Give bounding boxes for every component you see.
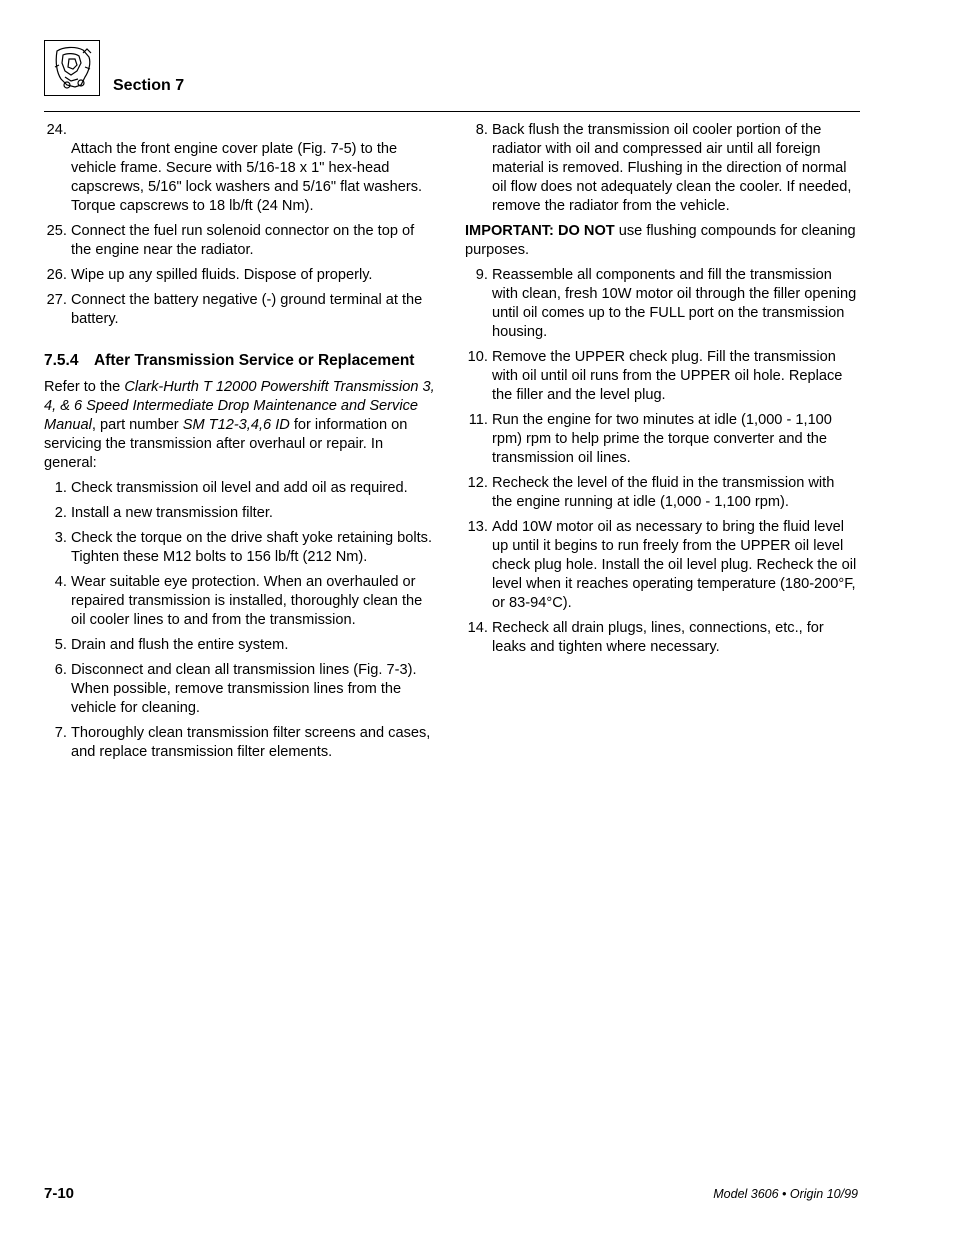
- company-logo: [44, 40, 100, 96]
- step-text: Back flush the transmission oil cooler portion of the radiator with oil and compressed air until all foreign material is removed. Flushing in the direction of normal oil flow does not adequately clean the cooler. If needed, remove the radiator from the vehicle.: [492, 122, 852, 214]
- step-text: Remove the UPPER check plug. Fill the transmission with oil until oil runs from the UPPER oil hole. Replace the filler and the level plug.: [492, 349, 843, 403]
- step-number: 2.: [54, 505, 67, 521]
- step-text: Connect the battery negative (-) ground terminal at the battery.: [71, 292, 423, 327]
- step-number: 14.: [467, 620, 488, 636]
- step-number: 6.: [54, 662, 67, 678]
- step-number: 7.: [54, 725, 67, 741]
- list-item: [44, 479, 436, 498]
- list-item: [465, 619, 857, 657]
- step-text: Check transmission oil level and add oil as required.: [71, 480, 408, 496]
- right-column: [465, 121, 857, 663]
- list-item: [44, 266, 436, 285]
- lift-truck-logo-icon: [45, 41, 99, 95]
- step-number: 4.: [54, 574, 67, 590]
- header-divider: [44, 111, 860, 112]
- intro-text: , part number: [91, 417, 183, 433]
- list-item: [44, 222, 436, 260]
- left-column: [44, 121, 436, 768]
- step-number: 26.: [46, 267, 67, 283]
- list-item: [44, 724, 436, 762]
- important-note: [465, 222, 857, 260]
- section-heading: [44, 351, 436, 370]
- step-text-content: Attach the front engine cover plate (Fig. 7-5) to the vehicle frame. Secure with 5/16-18 x 1" hex-head capscrews, 5/16" lock washers and 5/16" flat washers. Torque capscrews to 18 lb/ft (24 Nm).: [71, 141, 423, 214]
- step-text: Install a new transmission filter.: [71, 505, 273, 521]
- step-number: 5.: [54, 637, 67, 653]
- list-item: [465, 411, 857, 468]
- step-number: 12.: [467, 475, 488, 491]
- step-text: Wipe up any spilled fluids. Dispose of properly.: [71, 267, 373, 283]
- step-number: 8.: [475, 122, 488, 138]
- manual-title: Clark-Hurth T 12000 Powershift Transmission 3, 4, & 6 Speed Intermediate Drop Maintenance and Service Manual: [44, 379, 435, 433]
- intro-text: for information on servicing the transmission after overhaul or repair. In general:: [44, 417, 408, 471]
- list-item: [44, 121, 436, 216]
- step-text: Wear suitable eye protection. When an overhauled or repaired transmission is installed, thoroughly clean the oil cooler lines to and from the transmission.: [71, 574, 423, 628]
- list-item: [465, 121, 857, 216]
- step-text: Connect the fuel run solenoid connector on the top of the engine near the radiator.: [71, 223, 415, 258]
- important-text: use flushing compounds for cleaning purposes.: [465, 223, 856, 258]
- list-item: [44, 573, 436, 630]
- step-number: 11.: [468, 412, 488, 428]
- list-item: [44, 636, 436, 655]
- step-text: Add 10W motor oil as necessary to bring the fluid level up until it begins to run freely from the UPPER oil level check plug hole. Install the oil level plug. Recheck the oil level when it reaches operating temperature (180-200°F, or 83-94°C).: [492, 519, 857, 611]
- list-item: [465, 266, 857, 342]
- important-label: IMPORTANT: DO NOT: [465, 223, 615, 239]
- intro-text: Refer to the: [44, 379, 125, 395]
- intro-paragraph: [44, 378, 436, 473]
- step-number: 24.: [46, 122, 67, 138]
- steps-list-right: [465, 266, 857, 657]
- list-item: [44, 529, 436, 567]
- steps-list-right-top: [465, 121, 857, 216]
- step-text: Recheck all drain plugs, lines, connections, etc., for leaks and tighten where necessary.: [492, 620, 824, 655]
- steps-list-continued: [44, 121, 436, 329]
- step-number: 1.: [54, 480, 67, 496]
- step-number: 9.: [475, 267, 488, 283]
- page-number: 7-10: [44, 1185, 75, 1202]
- step-number: 10.: [467, 349, 488, 365]
- step-text: Drain and flush the entire system.: [71, 637, 289, 653]
- step-text: [71, 121, 436, 216]
- step-text: Check the torque on the drive shaft yoke retaining bolts. Tighten these M12 bolts to 156 lb/ft (212 Nm).: [71, 530, 433, 565]
- step-number: 25.: [46, 223, 67, 239]
- list-item: [465, 518, 857, 613]
- step-number: 13.: [467, 519, 488, 535]
- steps-list: [44, 479, 436, 762]
- section-number: 7.5.4: [44, 352, 79, 369]
- section-heading-text: After Transmission Service or Replacement: [94, 352, 415, 369]
- step-text: Disconnect and clean all transmission lines (Fig. 7-3). When possible, remove transmission lines from the vehicle for cleaning.: [71, 662, 417, 716]
- step-number: 27.: [46, 292, 67, 308]
- model-info: Model 3606 • Origin 10/99: [713, 1187, 858, 1201]
- list-item: [44, 291, 436, 329]
- step-text: Reassemble all components and fill the transmission with clean, fresh 10W motor oil through the filler opening until oil comes up to the FULL port on the transmission housing.: [492, 267, 857, 340]
- step-text: Thoroughly clean transmission filter screens and cases, and replace transmission filter elements.: [71, 725, 431, 760]
- step-number: 3.: [54, 530, 67, 546]
- list-item: [44, 504, 436, 523]
- list-item: [44, 661, 436, 718]
- step-text: Run the engine for two minutes at idle (1,000 - 1,100 rpm) rpm to help prime the torque converter and the transmission oil lines.: [492, 412, 832, 466]
- step-text: Recheck the level of the fluid in the transmission with the engine running at idle (1,000 - 1,100 rpm).: [492, 475, 835, 510]
- part-number: SM T12-3,4,6 ID: [182, 417, 290, 433]
- list-item: [465, 348, 857, 405]
- section-title: Section 7: [113, 77, 185, 94]
- list-item: [465, 474, 857, 512]
